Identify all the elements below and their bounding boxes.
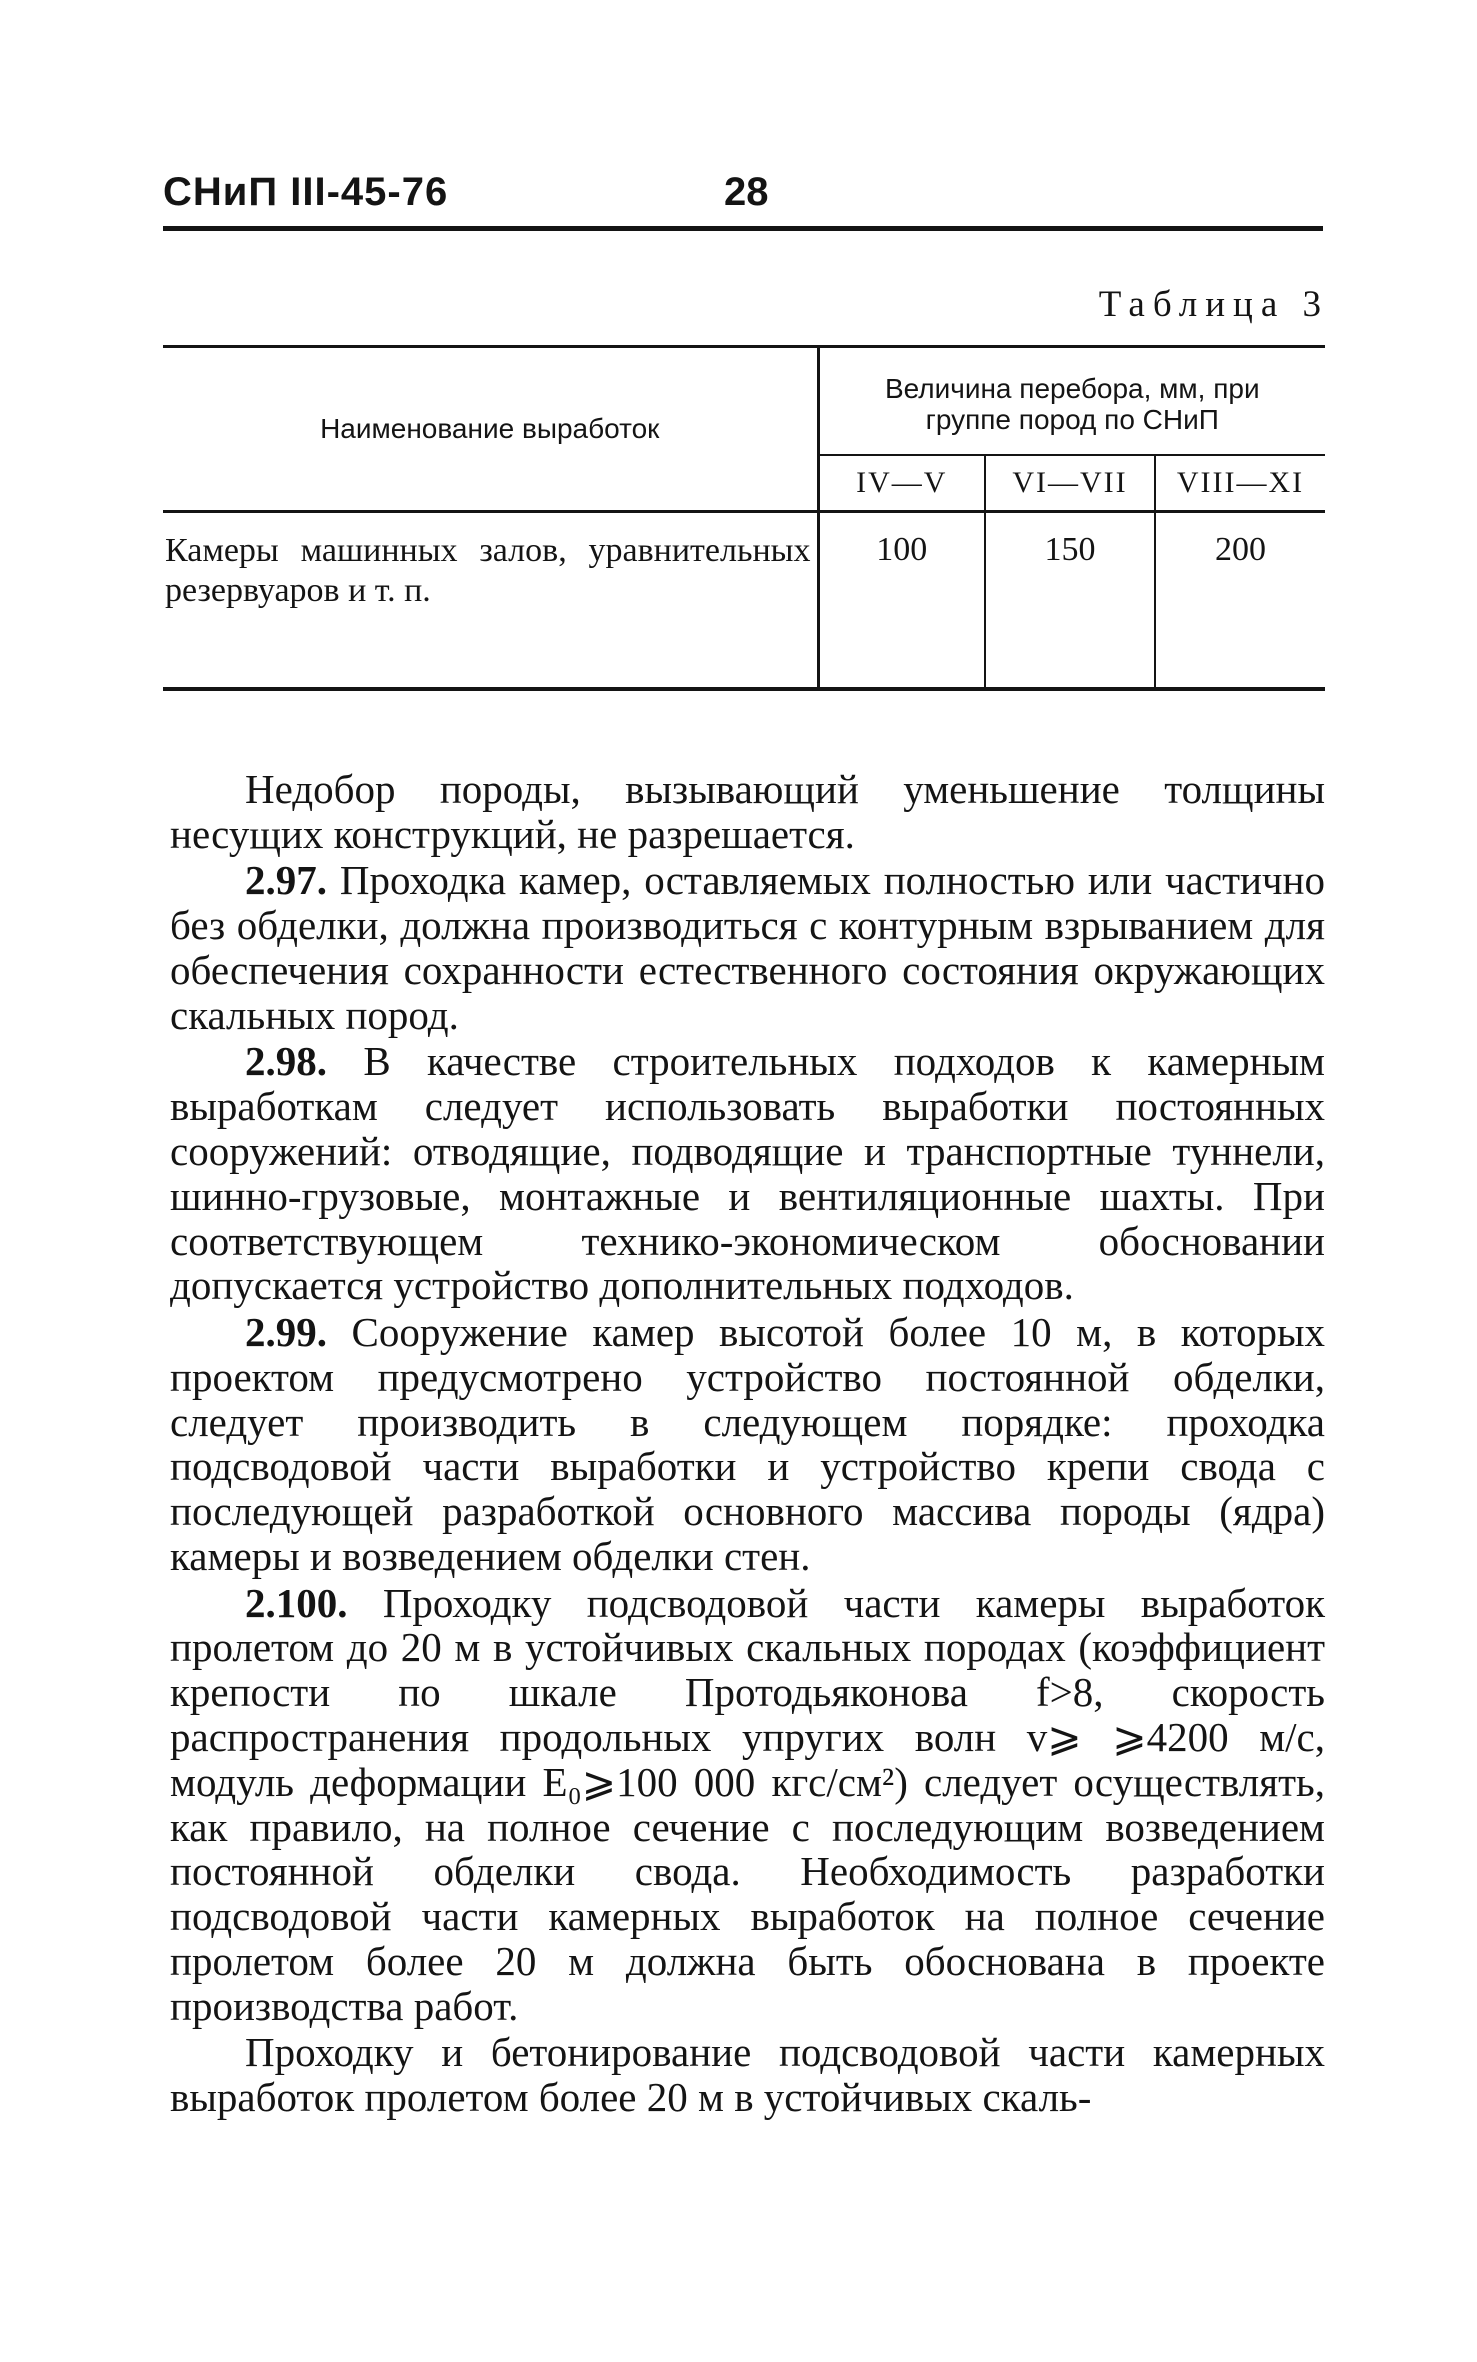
paragraph-text: Недобор породы, вызывающий уменьшение толщины несущих конструкций, не разрешается. [170,766,1325,857]
sub-header-vi-vii: VI—VII [985,455,1155,512]
row-value-vi-vii: 150 [985,512,1155,690]
paragraph-2-97 [170,858,1325,1037]
sub-header-iv-v: IV—V [818,455,985,512]
column-header-name: Наименование выработок [163,347,818,512]
sub-header-viii-xi: VIII—XI [1155,455,1325,512]
paragraph-2-99 [170,1310,1325,1579]
paragraph-number: 2.100. [245,1579,348,1626]
header-rule [163,226,1323,231]
paragraph-text: Проходку и бетонирование подсводовой части камерных выработок пролетом более 20 м в устойчивых скаль- [170,2029,1325,2121]
page-number: 28 [724,170,769,214]
paragraph-text: Сооружение камер высотой более 10 м, в которых проектом предусмотрено устройство постоянной обделки, следует производить в следующем порядке: проходка подсводовой части выработки и устройство крепи свода с последующей разработкой основного массива породы (ядра) камеры и возведением обделки стен. [170,1308,1325,1579]
paragraph-number: 2.99. [245,1308,327,1355]
paragraph-text: Проходка камер, оставляемых полностью или частично без обделки, должна производиться с контурным взрыванием для обеспечения сохранности естественного состояния окружающих скальных пород. [170,857,1325,1038]
paragraph-number: 2.97. [245,857,327,904]
column-header-group [818,347,1325,456]
paragraph-continued [170,2030,1325,2120]
paragraph-2-98 [170,1039,1325,1308]
row-value-viii-xi: 200 [1155,512,1325,690]
body-text [170,767,1325,2122]
paragraph-2-100 [170,1581,1325,2029]
overbreak-table [163,345,1325,691]
paragraph-text: Проходку подсводовой части камеры выработок пролетом до 20 м в устойчивых скальных породах (коэффициент крепости по шкале Протодьяконова f>8, скорость распространения продольных упругих волн v⩾ ⩾4200 м/с, модуль деформации E₀⩾100 000 кгс/см²) следует осуществлять, как правило, на полное сечение с последующим возведением постоянной обделки свода. Необходимость разработки подсводовой части камерных выработок на полное сечение пролетом более 20 м должна быть обоснована в проекте производства работ. [170,1579,1326,2029]
document-code: СНиП III-45-76 [163,170,449,214]
table-row [163,512,1325,690]
row-value-iv-v: 100 [818,512,985,690]
paragraph-number: 2.98. [245,1038,327,1085]
table-caption: Таблица 3 [1098,284,1329,325]
column-header-group-line2: группе пород по СНиП [925,404,1219,435]
row-name: Камеры машинных залов, уравнительных резервуаров и т. п. [163,512,818,690]
column-header-group-line1: Величина перебора, мм, при [884,373,1260,404]
paragraph [170,767,1325,857]
paragraph-text: В качестве строительных подходов к камерным выработкам следует использовать выработки постоянных сооружений: отводящие, подводящие и транспортные туннели, шинно-грузовые, монтажные и вентиляционные шахты. При соответствующем технико-экономическом обосновании допускается устройство дополнительных подходов. [170,1038,1325,1309]
